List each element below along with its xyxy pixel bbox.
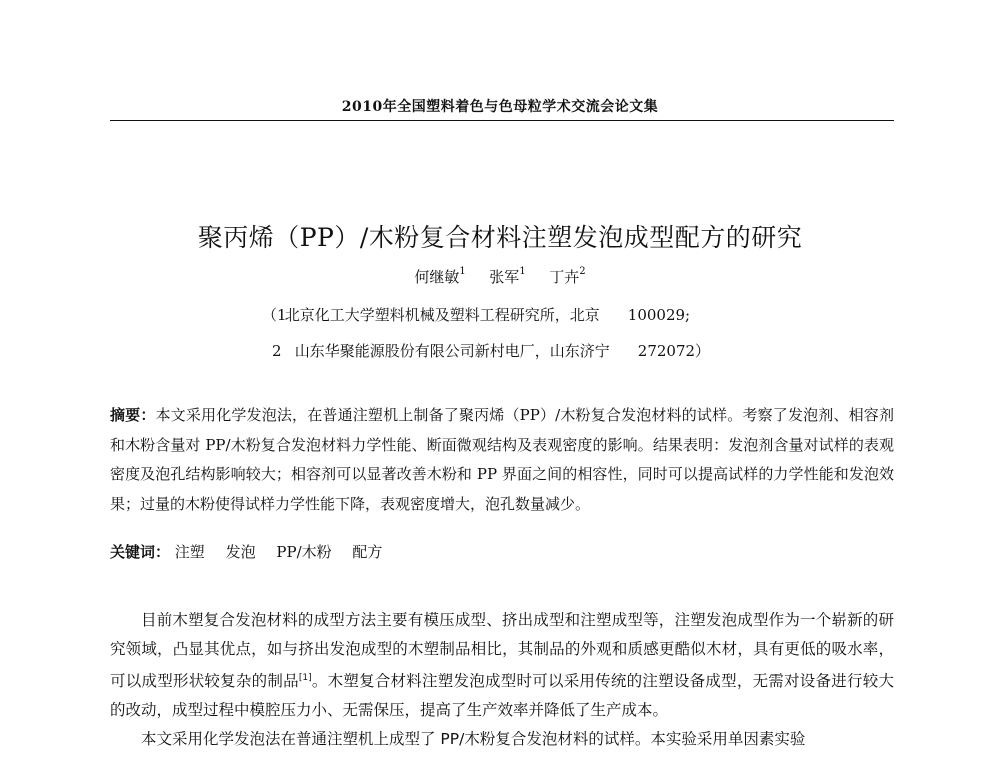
- affiliation-org: 山东华聚能源股份有限公司新村电厂，山东济宁: [294, 342, 610, 360]
- affiliation-postcode: 272072）: [637, 342, 711, 360]
- author-list: [100, 266, 900, 287]
- body-paragraph: [110, 606, 894, 725]
- abstract-label: 摘要：: [110, 406, 156, 424]
- affiliation-org: 北京化工大学塑料机械及塑料工程研究所，北京: [284, 306, 600, 324]
- author-name: 何继敏: [414, 268, 460, 286]
- header-rule: [110, 120, 894, 121]
- author-affiliation-mark: 1: [519, 266, 526, 277]
- author-affiliation-mark: 1: [459, 266, 466, 277]
- citation-ref: [1]: [298, 673, 312, 683]
- keyword: 配方: [352, 543, 383, 561]
- keyword: PP/木粉: [276, 543, 332, 561]
- running-header: 2010年全国塑料着色与色母粒学术交流会论文集: [341, 99, 659, 115]
- keywords: [110, 541, 894, 562]
- paragraph-text: 目前木塑复合发泡材料的成型方法主要有模压成型、挤出成型和注塑成型等，注塑发泡成型作为一个崭新的研究领域，凸显其优点，如与挤出发泡成型的木塑制品相比，其制品的外观和质感更酷似木材，具有更低的吸水率，可以成型形状较复杂的制品: [110, 611, 894, 691]
- affiliation-number: （1: [262, 306, 287, 324]
- keyword: 注塑: [174, 543, 205, 561]
- author-name: 张军: [489, 268, 520, 286]
- keywords-label: 关键词：: [110, 543, 171, 561]
- author-affiliation-mark: 2: [579, 266, 586, 277]
- keyword: 发泡: [225, 543, 256, 561]
- affiliation-number: 2: [272, 342, 282, 360]
- abstract: [110, 401, 894, 519]
- affiliation-postcode: 100029;: [627, 306, 691, 324]
- abstract-text: 本文采用化学发泡法，在普通注塑机上制备了聚丙烯（PP）/木粉复合发泡材料的试样。考察了发泡剂、相容剂和木粉含量对 PP/木粉复合发泡材料力学性能、断面微观结构及表观密度的影响。结果表明：发泡剂含量对试样的表观密度及泡孔结构影响较大；相容剂可以显著改善木粉和 PP 界面之间的相容性，同时可以提高试样的力学性能和发泡效果；过量的木粉使得试样力学性能下降，表观密度增大，泡孔数量减少。: [110, 406, 894, 513]
- affiliation-1: [262, 304, 690, 325]
- affiliation-2: [272, 340, 710, 361]
- paragraph-text: 。木塑复合材料注塑发泡成型时可以采用传统的注塑设备成型，无需对设备进行较大的改动，成型过程中模腔压力小、无需保压，提高了生产效率并降低了生产成本。: [110, 672, 894, 720]
- paper-title: 聚丙烯（PP）/木粉复合材料注塑发泡成型配方的研究: [197, 223, 803, 252]
- author-name: 丁卉: [549, 268, 580, 286]
- body-text: [110, 606, 894, 754]
- body-paragraph: 本文采用化学发泡法在普通注塑机上成型了 PP/木粉复合发泡材料的试样。本实验采用单因素实验: [141, 730, 806, 749]
